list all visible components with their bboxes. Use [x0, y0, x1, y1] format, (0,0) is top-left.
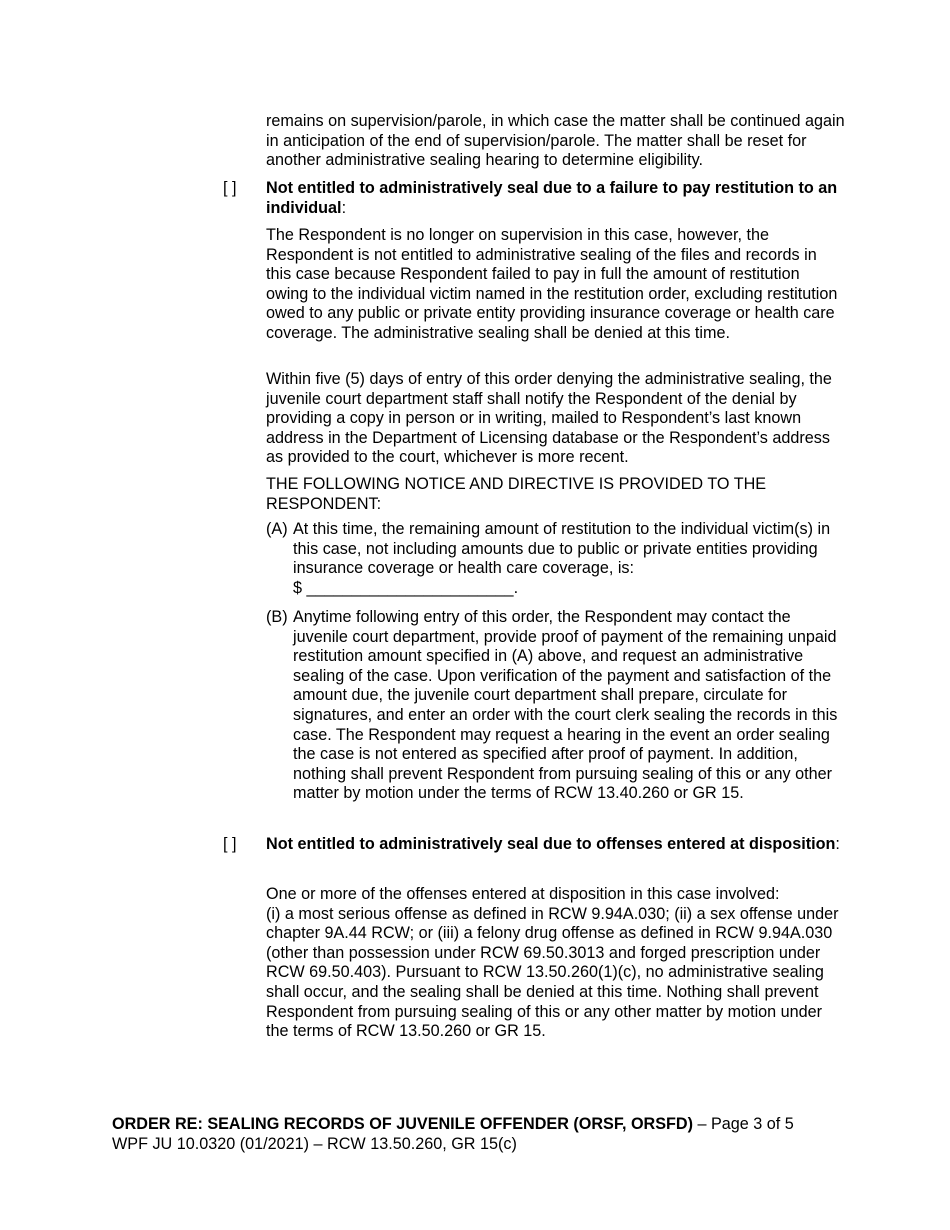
restitution-heading-text: Not entitled to administratively seal due to a failure to pay restitution to an individual: [266, 179, 838, 217]
notice-item-a: [266, 520, 846, 598]
offenses-heading-text: Not entitled to administratively seal due to offenses entered at disposition: [266, 835, 836, 853]
footer-form-id: WPF JU 10.0320 (01/2021) – RCW 13.50.260, GR 15(c): [112, 1134, 517, 1153]
offenses-heading-colon: :: [835, 835, 840, 853]
footer-page-number: – Page 3 of 5: [693, 1115, 794, 1133]
offenses-paragraph: [266, 885, 846, 1042]
footer-title: ORDER RE: SEALING RECORDS OF JUVENILE OFFENDER (ORSF, ORSFD): [112, 1115, 693, 1133]
item-b-text: Anytime following entry of this order, the Respondent may contact the juvenile court department, provide proof of payment of the remaining unpaid restitution amount specified in (A) above, and request an administrative sealing of the case. Upon verification of the payment and satisfaction of the amount due, the juvenile court department shall prepare, circulate for signatures, and enter an order with the court clerk sealing the records in this case. The Respondent may request a hearing in the event an order sealing the case is not entered as specified after proof of payment. In addition, nothing shall prevent Respondent from pursuing sealing of this or any other matter by motion under the terms of RCW 13.40.260 or GR 15.: [293, 608, 838, 803]
restitution-heading-colon: :: [341, 198, 347, 217]
footer-title-line: [112, 1115, 862, 1135]
restitution-paragraph-1: The Respondent is no longer on supervision in this case, however, the Respondent is not entitled to administrative sealing of the files and records in this case because Respondent failed to pay in full the amount of restitution owing to the individual victim named in the restitution order, excluding restitution owed to any public or private entity providing insurance coverage or health care coverage. The administrative sealing shall be denied at this time.: [266, 226, 838, 342]
offenses-checkbox[interactable]: [ ]: [223, 835, 237, 853]
continuation-paragraph: remains on supervision/parole, in which case the matter shall be continued again in anticipation of the end of supervision/parole. The matter shall be reset for another administrative sealing hearing to determine eligibility.: [266, 112, 845, 170]
restitution-amount-line: $ _______________________.: [293, 578, 519, 597]
notice-item-b: [266, 608, 846, 804]
page-footer: [112, 1115, 862, 1154]
item-a-marker: (A): [266, 520, 288, 538]
offenses-heading: [266, 835, 846, 855]
item-a-text: At this time, the remaining amount of restitution to the individual victim(s) in this case, not including amounts due to public or private entities providing insurance coverage or health care coverage, is:: [293, 520, 831, 578]
notice-heading: THE FOLLOWING NOTICE AND DIRECTIVE IS PROVIDED TO THE RESPONDENT:: [266, 475, 767, 513]
offenses-paragraph-body: (i) a most serious offense as defined in RCW 9.94A.030; (ii) a sex offense under chapter 9A.44 RCW; or (iii) a felony drug offense as defined in RCW 9.94A.030 (other than possession under RCW 69.50.3013 and forged prescription under RCW 69.50.403). Pursuant to RCW 13.50.260(1)(c), no administrative sealing shall occur, and the sealing shall be denied at this time. Nothing shall prevent Respondent from pursuing sealing of this or any other matter by motion under the terms of RCW 13.50.260 or GR 15.: [266, 904, 839, 1041]
item-b-marker: (B): [266, 608, 288, 626]
restitution-paragraph-2: Within five (5) days of entry of this order denying the administrative sealing, the juvenile court department staff shall notify the Respondent of the denial by providing a copy in person or in writing, mailed to Respondent’s last known address in the Department of Licensing database or the Respondent’s address as provided to the court, whichever is more recent.: [266, 370, 832, 467]
restitution-heading: [266, 179, 846, 218]
restitution-checkbox[interactable]: [ ]: [223, 179, 237, 197]
offenses-paragraph-line1: One or more of the offenses entered at disposition in this case involved:: [266, 885, 780, 903]
